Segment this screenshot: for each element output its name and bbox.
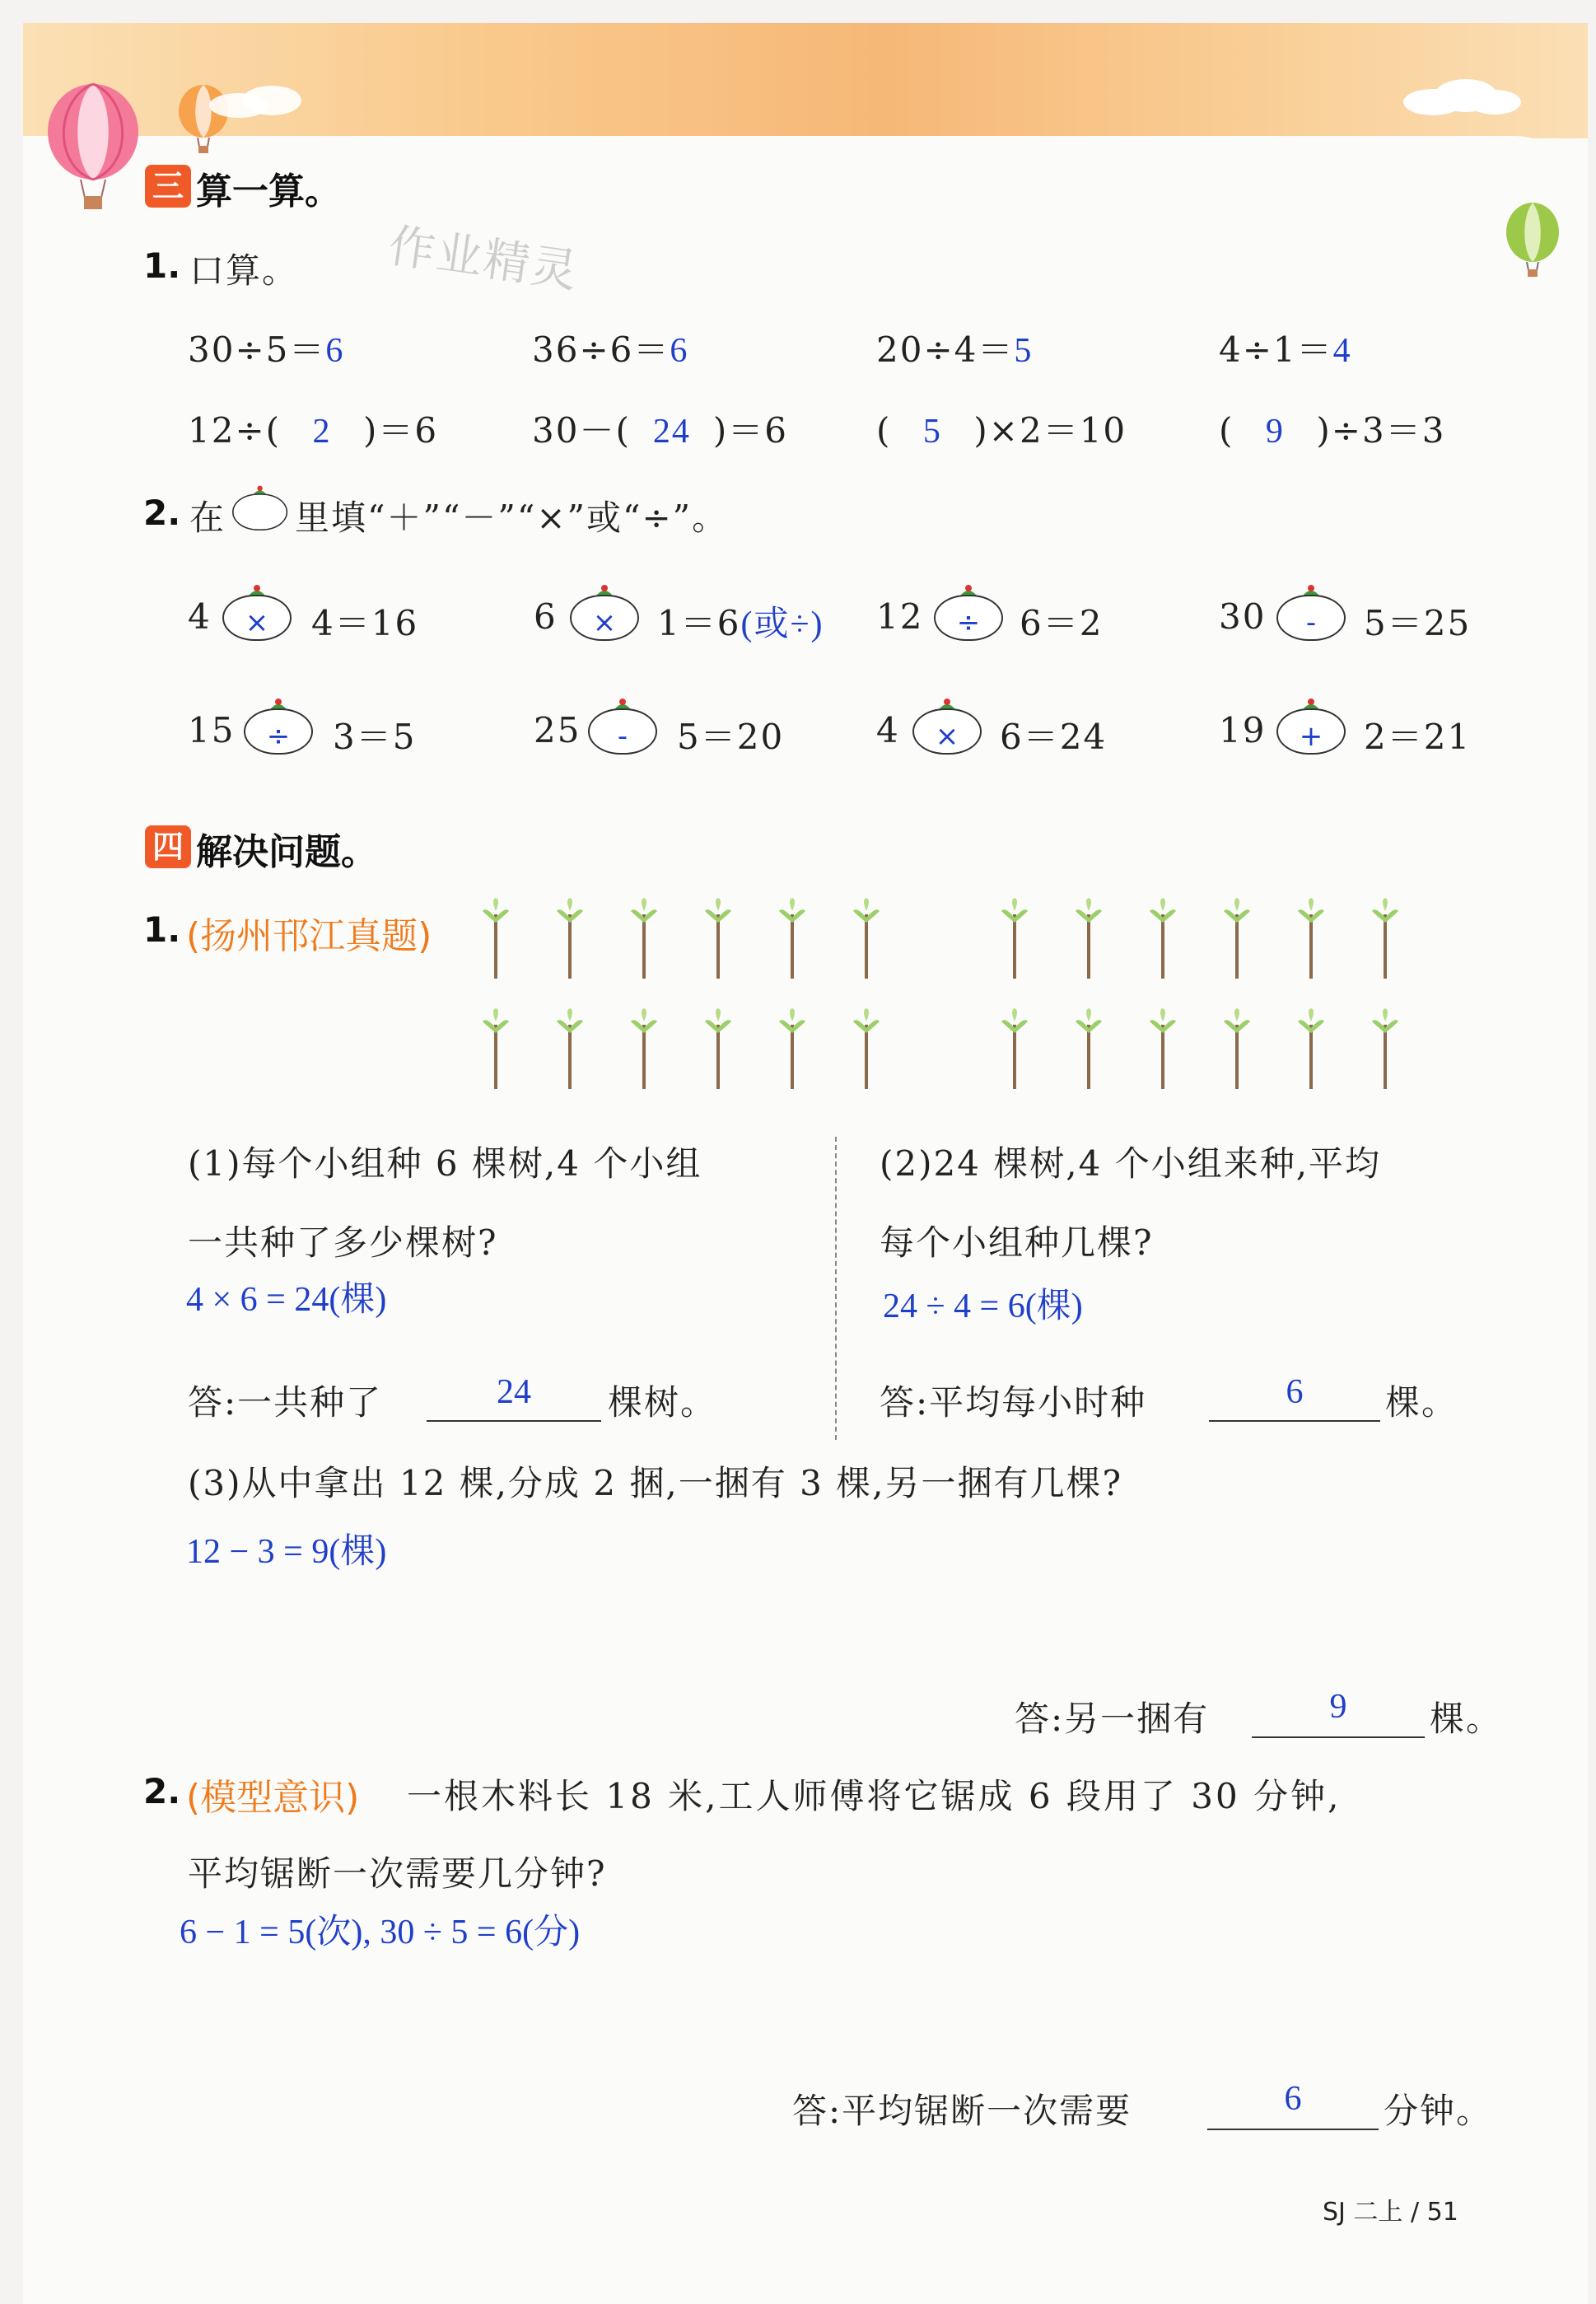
source-tag: (扬州邗江真题) bbox=[186, 915, 432, 957]
calc-item: ( 9 )÷3＝3 bbox=[1219, 410, 1446, 451]
expr-left: 15 bbox=[188, 710, 236, 750]
subquestion-text: (1)每个小组种 6 棵树,4 个小组 bbox=[188, 1143, 702, 1184]
calc-item: 4÷1＝4 bbox=[1219, 329, 1352, 370]
answer: 6 bbox=[670, 332, 689, 370]
tree-icon bbox=[628, 898, 660, 980]
section-badge: 三 bbox=[145, 165, 191, 208]
tree-icon bbox=[850, 898, 883, 980]
answer-sentence-post: 棵树。 bbox=[608, 1382, 717, 1423]
answer-blank bbox=[1207, 2129, 1379, 2130]
pumpkin-answer-box bbox=[570, 583, 639, 638]
question-title: 口算。 bbox=[189, 250, 299, 291]
section-badge: 四 bbox=[145, 825, 191, 868]
subquestion-text: (3)从中拿出 12 棵,分成 2 捆,一捆有 3 棵,另一捆有几棵? bbox=[188, 1463, 1123, 1503]
tree-icon bbox=[1072, 1008, 1105, 1091]
answer-sentence-pre: 答:平均每小时种 bbox=[880, 1382, 1147, 1423]
expr-right: 1＝6(或÷) bbox=[657, 603, 824, 643]
expr-left: 6 bbox=[534, 596, 558, 637]
subquestion-text: (2)24 棵树,4 个小组来种,平均 bbox=[880, 1143, 1382, 1184]
question-number: 1. bbox=[143, 245, 181, 286]
question-number: 1. bbox=[143, 909, 181, 950]
tree-icon bbox=[628, 1008, 660, 1091]
answer: 2 bbox=[312, 413, 332, 451]
pumpkin-answer-box bbox=[1276, 583, 1346, 638]
expr-right: 5＝20 bbox=[677, 717, 785, 757]
answer-value: 24 bbox=[497, 1373, 531, 1411]
operator-answer: - bbox=[617, 720, 628, 753]
tree-icon bbox=[1295, 898, 1328, 980]
source-tag: (模型意识) bbox=[186, 1777, 360, 1819]
operator-answer: ÷ bbox=[266, 720, 291, 753]
calc-item: 30÷5＝6 bbox=[188, 329, 345, 370]
tree-icon bbox=[1295, 1008, 1328, 1091]
pumpkin-icon bbox=[232, 484, 287, 528]
answer: 24 bbox=[652, 413, 691, 451]
operator-answer: - bbox=[1305, 606, 1317, 639]
tree-icon bbox=[702, 898, 735, 980]
question-text: 一根木料长 18 米,工人师傅将它锯成 6 段用了 30 分钟, bbox=[407, 1776, 1342, 1816]
work-answer: 4 × 6 = 24(棵) bbox=[186, 1281, 387, 1319]
question-text: 平均锯断一次需要几分钟? bbox=[188, 1853, 607, 1894]
answer-blank bbox=[1209, 1420, 1380, 1422]
calc-item: ( 5 )×2＝10 bbox=[876, 410, 1127, 451]
answer: 4 bbox=[1332, 332, 1352, 370]
tree-icon bbox=[1072, 898, 1105, 980]
answer: 9 bbox=[1265, 413, 1285, 451]
expr-left: 4 bbox=[876, 710, 900, 750]
calc-item: 36÷6＝6 bbox=[532, 329, 689, 370]
watermark: 作业精灵 bbox=[385, 219, 582, 299]
answer-blank bbox=[1252, 1736, 1425, 1738]
expr-left: 4 bbox=[188, 596, 212, 637]
green-balloon-icon bbox=[1504, 201, 1561, 280]
column-divider bbox=[835, 1137, 837, 1440]
expr-right: 2＝21 bbox=[1364, 717, 1472, 757]
section-title: 解决问题。 bbox=[196, 831, 377, 873]
cloud-icon bbox=[1400, 76, 1524, 117]
expr-right: 6＝2 bbox=[1020, 603, 1104, 643]
expr-right: 4＝16 bbox=[311, 603, 419, 643]
operator-answer: × bbox=[592, 606, 617, 639]
answer-sentence-post: 棵。 bbox=[1430, 1699, 1503, 1739]
operator-answer: × bbox=[935, 720, 959, 753]
tree-icon bbox=[850, 1008, 883, 1091]
pumpkin-answer-box bbox=[1276, 697, 1346, 751]
tree-icon bbox=[776, 898, 809, 980]
expr-right: 5＝25 bbox=[1364, 603, 1472, 643]
operator-answer: + bbox=[1299, 720, 1323, 753]
tree-icon bbox=[998, 898, 1031, 980]
expr-left: 19 bbox=[1219, 710, 1267, 750]
tree-icon bbox=[553, 1008, 586, 1091]
pumpkin-answer-box bbox=[934, 583, 1003, 638]
expr-left: 25 bbox=[534, 710, 581, 750]
answer-sentence-pre: 答:另一捆有 bbox=[1015, 1699, 1210, 1739]
subquestion-text: 一共种了多少棵树? bbox=[188, 1222, 498, 1263]
expr-left: 12 bbox=[876, 596, 924, 637]
tree-icon bbox=[1146, 1008, 1179, 1091]
tree-icon bbox=[479, 898, 512, 980]
operator-answer: × bbox=[245, 606, 269, 639]
pumpkin-answer-box bbox=[222, 583, 292, 638]
work-answer: 12 − 3 = 9(棵) bbox=[186, 1533, 387, 1571]
pumpkin-answer-box bbox=[588, 697, 657, 751]
tree-icon bbox=[479, 1008, 512, 1091]
answer-sentence-post: 分钟。 bbox=[1384, 2091, 1493, 2131]
calc-item: 12÷( 2 )＝6 bbox=[188, 410, 439, 451]
answer-sentence-post: 棵。 bbox=[1385, 1382, 1458, 1423]
calc-item: 20÷4＝5 bbox=[876, 329, 1034, 370]
pumpkin-answer-box bbox=[244, 697, 313, 751]
tree-icon bbox=[1146, 898, 1179, 980]
calc-item: 30－( 24 )＝6 bbox=[532, 410, 788, 451]
tree-icon bbox=[553, 898, 586, 980]
tree-icon bbox=[1220, 898, 1253, 980]
subquestion-text: 每个小组种几棵? bbox=[880, 1222, 1154, 1263]
tree-icon bbox=[1369, 898, 1402, 980]
answer-blank bbox=[427, 1420, 601, 1422]
tree-icon bbox=[776, 1008, 809, 1091]
answer-sentence-pre: 答:一共种了 bbox=[188, 1382, 383, 1423]
expr-right: 3＝5 bbox=[333, 717, 417, 757]
expr-right: 6＝24 bbox=[1000, 717, 1108, 757]
hot-air-balloon-icon bbox=[40, 82, 147, 214]
tree-icon bbox=[1220, 1008, 1253, 1091]
tree-icon bbox=[998, 1008, 1031, 1091]
tree-icon bbox=[702, 1008, 735, 1091]
answer: 5 bbox=[1014, 332, 1034, 370]
page-footer: SJ 二上 / 51 bbox=[1323, 2198, 1458, 2227]
tree-icon bbox=[1369, 1008, 1402, 1091]
answer-value: 6 bbox=[1284, 2080, 1302, 2118]
work-answer: 6 − 1 = 5(次), 30 ÷ 5 = 6(分) bbox=[180, 1914, 581, 1951]
question-text-post: 里填“＋”“－”“×”或“÷”。 bbox=[295, 498, 729, 538]
question-number: 2. bbox=[143, 1771, 181, 1811]
operator-answer: ÷ bbox=[956, 606, 981, 639]
answer-value: 9 bbox=[1329, 1688, 1347, 1726]
alt-answer: (或÷) bbox=[740, 605, 824, 643]
answer: 5 bbox=[922, 413, 942, 451]
answer-sentence-pre: 答:平均锯断一次需要 bbox=[792, 2091, 1132, 2131]
expr-left: 30 bbox=[1219, 596, 1267, 637]
section-title: 算一算。 bbox=[196, 171, 341, 213]
work-answer: 24 ÷ 4 = 6(棵) bbox=[883, 1288, 1083, 1325]
answer-value: 6 bbox=[1286, 1373, 1304, 1411]
cloud-icon bbox=[206, 79, 329, 120]
question-text-pre: 在 bbox=[189, 498, 226, 538]
question-number: 2. bbox=[143, 493, 181, 533]
pumpkin-answer-box bbox=[912, 697, 982, 751]
answer: 6 bbox=[325, 332, 345, 370]
